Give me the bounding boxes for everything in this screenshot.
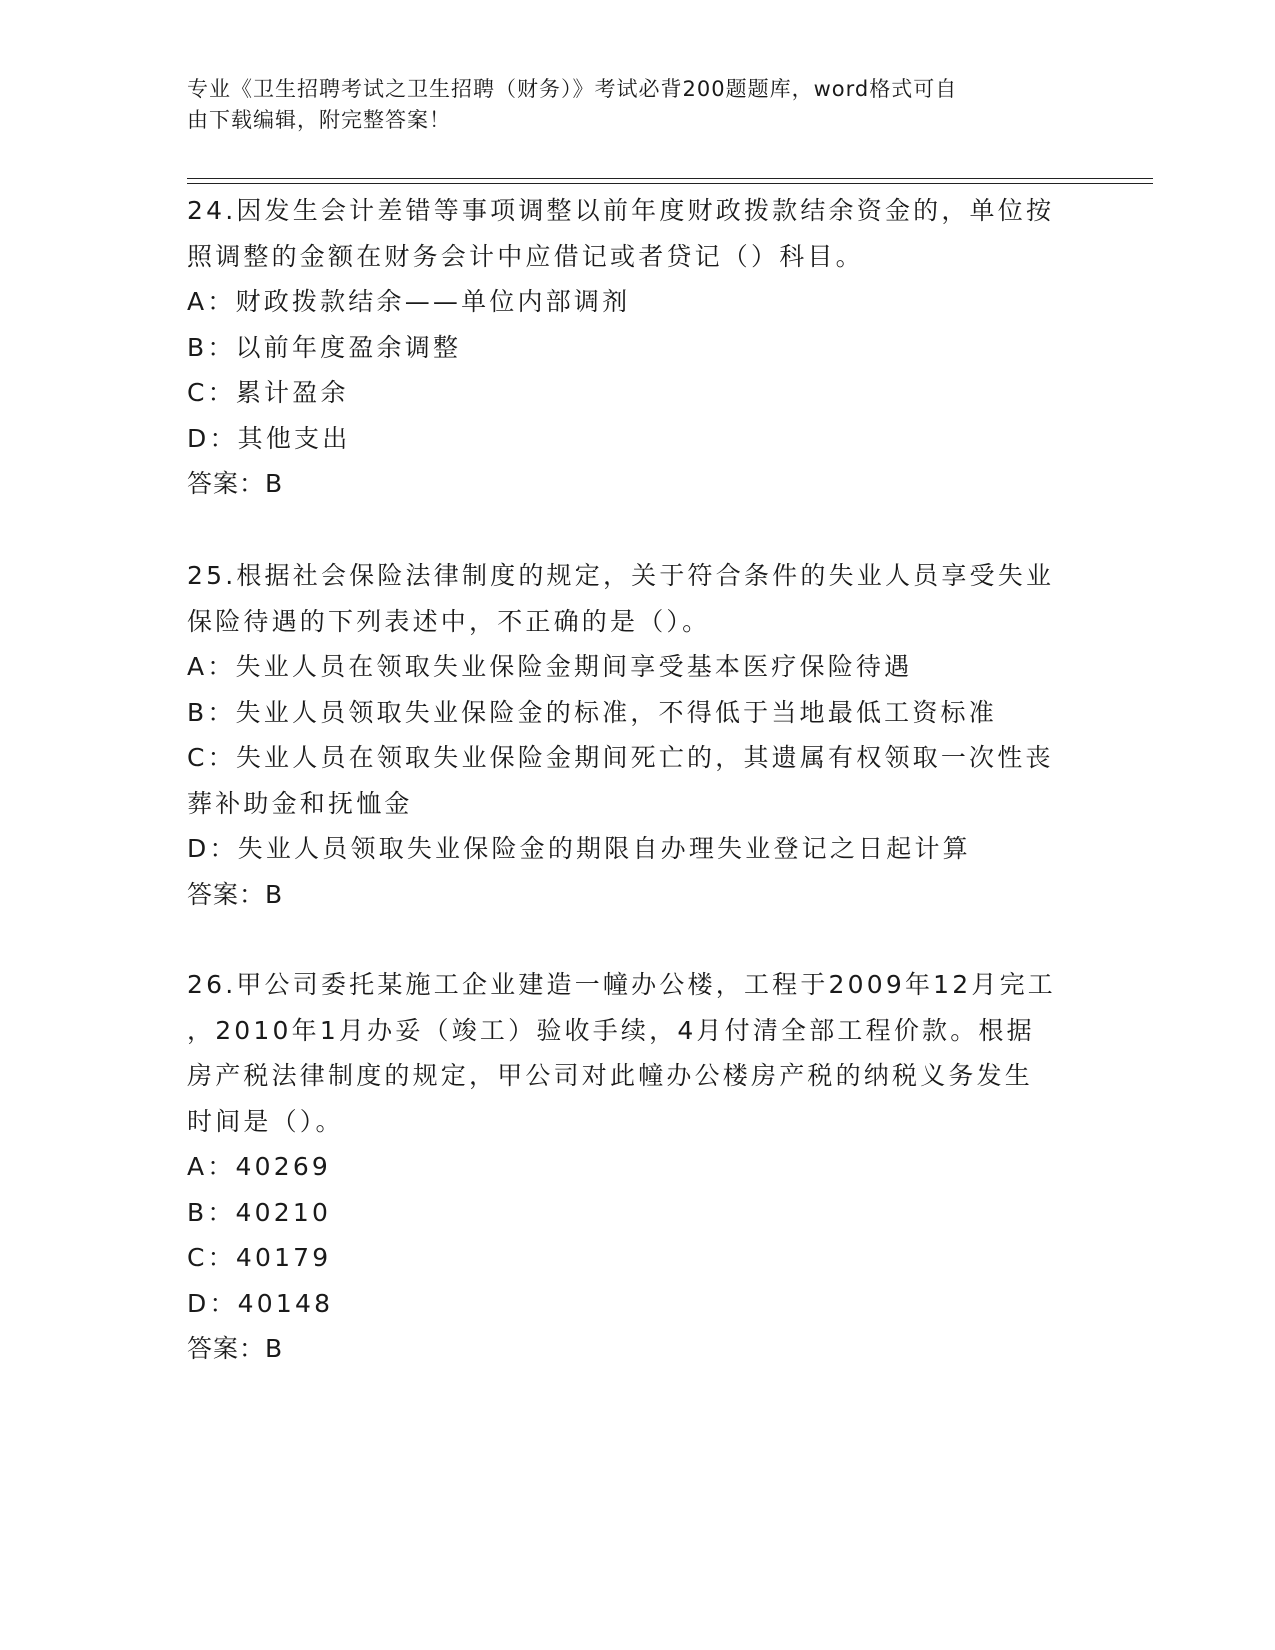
question-stem-line: 25.根据社会保险法律制度的规定，关于符合条件的失业人员享受失业 [187,561,1055,590]
question-stem-line: 26.甲公司委托某施工企业建造一幢办公楼，工程于2009年12月完工 [187,970,1056,999]
question-26 [187,962,1087,1372]
question-24 [187,188,1087,507]
option-c-continued: 葬补助金和抚恤金 [187,788,413,818]
question-stem-line: 时间是（）。 [187,1106,344,1136]
option-c: C：累计盈余 [187,378,349,407]
option-a: A：40269 [187,1152,332,1181]
option-d: D：失业人员领取失业保险金的期限自办理失业登记之日起计算 [187,834,971,863]
option-d: D：其他支出 [187,423,351,453]
question-25 [187,553,1087,917]
header-line-1: 专业《卫生招聘考试之卫生招聘（财务）》考试必背200题题库，word格式可自 [187,77,958,101]
header-line-2: 由下载编辑，附完整答案！ [187,108,451,132]
option-c: C：失业人员在领取失业保险金期间死亡的，其遗属有权领取一次性丧 [187,743,1054,772]
answer-text: 答案：B [187,879,284,909]
question-stem-line: 保险待遇的下列表述中，不正确的是（）。 [187,606,711,636]
header-divider-top [187,178,1153,179]
document-header [187,74,1067,136]
header-divider-bottom [187,183,1153,184]
question-stem-line: ，2010年1月办妥（竣工）验收手续，4月付清全部工程价款。根据 [187,1015,1035,1045]
question-stem-line: 照调整的金额在财务会计中应借记或者贷记（）科目。 [187,241,864,271]
answer-text: 答案：B [187,469,284,498]
option-c: C：40179 [187,1243,332,1272]
option-b: B：失业人员领取失业保险金的标准，不得低于当地最低工资标准 [187,697,997,727]
option-a: A：财政拨款结余——单位内部调剂 [187,287,631,316]
option-b: B：以前年度盈余调整 [187,332,462,362]
question-stem-line: 24.因发生会计差错等事项调整以前年度财政拨款结余资金的，单位按 [187,196,1055,225]
option-d: D：40148 [187,1288,334,1318]
answer-text: 答案：B [187,1334,284,1363]
question-stem-line: 房产税法律制度的规定，甲公司对此幢办公楼房产税的纳税义务发生 [187,1061,1034,1090]
option-b: B：40210 [187,1197,332,1227]
option-a: A：失业人员在领取失业保险金期间享受基本医疗保险待遇 [187,652,913,681]
